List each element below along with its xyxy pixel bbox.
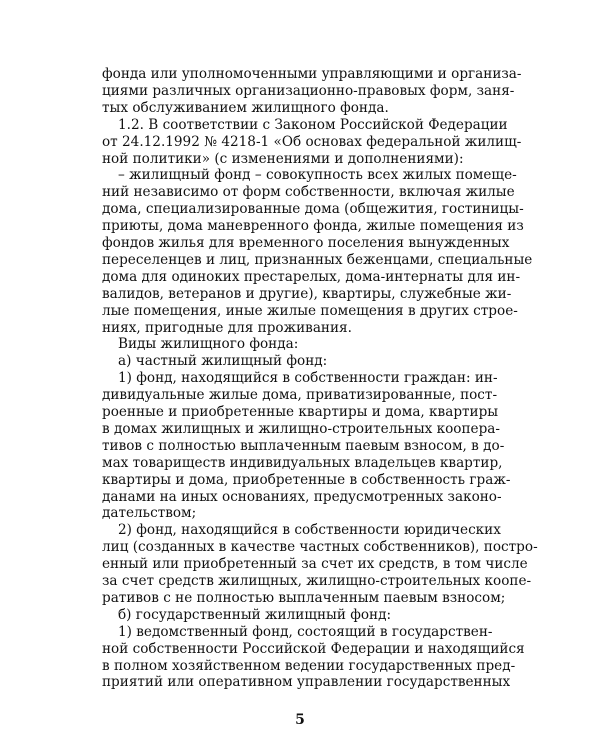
text-line: тых обслуживанием жилищного фонда.: [102, 99, 389, 116]
text-line: ниях, пригодные для проживания.: [102, 319, 352, 336]
text-line: данами на иных основаниях, предусмотренных законо-: [102, 488, 502, 505]
text-line: лые помещения, иные жилые помещения в других строе-: [102, 302, 518, 319]
text-line: ной собственности Российской Федерации и находящийся: [102, 640, 525, 657]
text-line: енный или приобретенный за счет их средств, в том числе: [102, 556, 528, 573]
text-line: дома для одиноких престарелых, дома-интернаты для ин-: [102, 268, 521, 285]
text-line: приятий или оперативном управлении государственных: [102, 674, 511, 691]
text-line: циями различных организационно-правовых форм, заня-: [102, 82, 515, 99]
text-line: а) частный жилищный фонд:: [118, 353, 328, 370]
text-line: приюты, дома маневренного фонда, жилые помещения из: [102, 218, 524, 235]
text-line: б) государственный жилищный фонд:: [118, 606, 392, 623]
text-line: ной политики» (с изменениями и дополнениями):: [102, 150, 464, 167]
page-number: 5: [295, 712, 305, 728]
text-line: Виды жилищного фонда:: [118, 336, 299, 353]
text-line: 1.2. В соответствии с Законом Российской Федерации: [118, 116, 508, 133]
text-line: роенные и приобретенные квартиры и дома, квартиры: [102, 404, 499, 420]
text-line: в полном хозяйственном ведении государственных пред-: [102, 657, 516, 674]
text-line: в домах жилищных и жилищно-строительных коопера-: [102, 420, 500, 437]
text-line: тивов с полностью выплаченным паевым взносом, в до-: [102, 437, 505, 454]
text-line: 1) ведомственный фонд, состоящий в государствен-: [118, 623, 493, 640]
text-line: от 24.12.1992 № 4218-1 «Об основах федеральной жилищ-: [102, 133, 522, 150]
text-line: фондов жилья для временного поселения вынужденных: [102, 235, 510, 251]
text-line: 1) фонд, находящийся в собственности граждан: ин-: [118, 370, 498, 387]
text-line: лиц (созданных в качестве частных собственников), постро-: [102, 539, 538, 556]
text-line: ний независимо от форм собственности, включая жилые: [102, 184, 515, 201]
text-line: дательством;: [102, 505, 197, 522]
text-line: ративов с не полностью выплаченным паевым взносом;: [102, 589, 506, 606]
text-line: дивидуальные жилые дома, приватизированные, пост-: [102, 387, 498, 404]
text-line: дома, специализированные дома (общежития, гостиницы-: [102, 201, 524, 218]
text-line: валидов, ветеранов и другие), квартиры, служебные жи-: [102, 285, 512, 302]
text-line: переселенцев и лиц, признанных беженцами, специальные: [102, 251, 533, 268]
text-line: мах товариществ индивидуальных владельцев квартир,: [102, 454, 503, 471]
text-line: 2) фонд, находящийся в собственности юридических: [118, 522, 501, 539]
text-line: фонда или уполномоченными управляющими и организа-: [102, 66, 522, 82]
text-line: за счет средств жилищных, жилищно-строительных коопе-: [102, 573, 532, 589]
text-line: – жилищный фонд – совокупность всех жилых помеще-: [118, 167, 517, 184]
text-line: квартиры и дома, приобретенные в собственность граж-: [102, 471, 511, 488]
